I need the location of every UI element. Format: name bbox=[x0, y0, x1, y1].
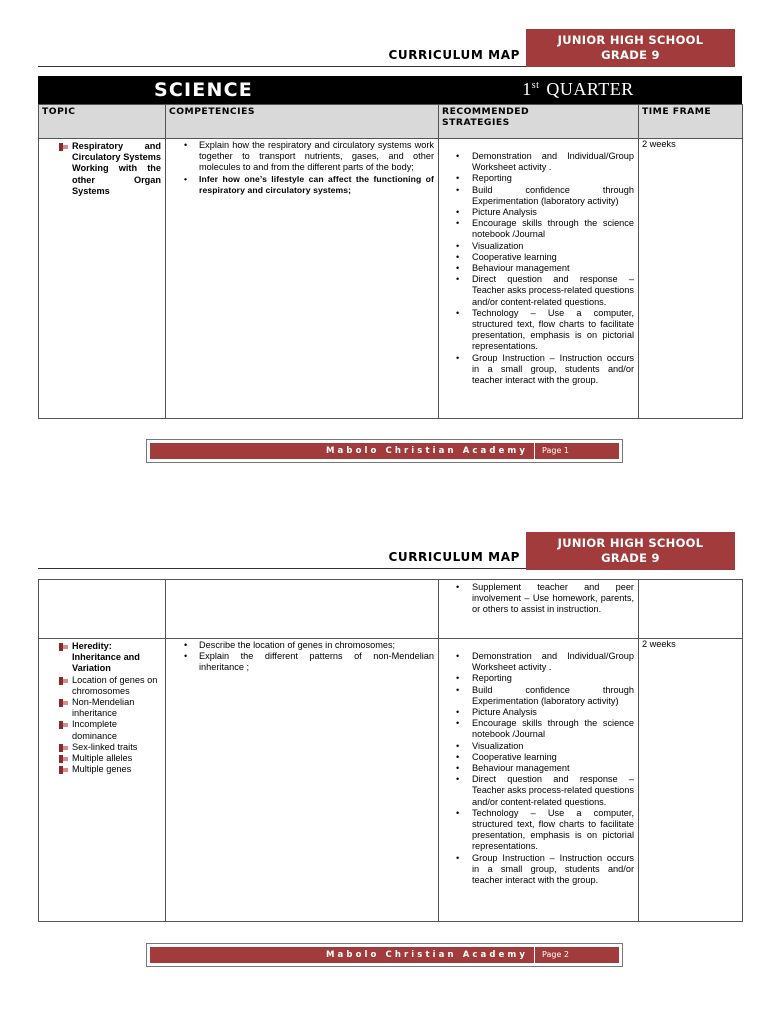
footer-bar bbox=[150, 443, 619, 459]
strategy-item bbox=[439, 853, 634, 887]
bullet-dot-icon: • bbox=[184, 640, 188, 650]
competency-item bbox=[166, 140, 434, 174]
strategy-text: Build confidence through Experimentation (laboratory activity) bbox=[472, 684, 634, 706]
bullet-dot-icon: • bbox=[456, 684, 460, 695]
column-header-strategies bbox=[439, 105, 639, 139]
topic-item bbox=[56, 141, 161, 197]
footer-school-name: Mabolo Christian Academy bbox=[325, 446, 528, 456]
footer-page-number: Page 1 bbox=[542, 446, 569, 455]
page-header-title: CURRICULUM MAP bbox=[388, 550, 520, 564]
bullet-dot-icon: • bbox=[456, 763, 460, 774]
strategy-item bbox=[439, 752, 634, 763]
competency-text: Explain how the respiratory and circulatory systems work together to transport nutrients, gases, and other molecules to and from the different parts of the body; bbox=[199, 140, 434, 173]
bullet-dot-icon: • bbox=[456, 852, 460, 863]
table-row bbox=[39, 139, 743, 419]
level-badge bbox=[526, 29, 735, 67]
strategy-text: Picture Analysis bbox=[472, 207, 537, 218]
subtopic-item bbox=[56, 742, 161, 753]
strategy-item bbox=[439, 673, 634, 684]
arrow-bullet-icon bbox=[59, 643, 67, 651]
competency-text: Infer how one’s lifestyle can affect the functioning of respiratory and circulatory systems; bbox=[199, 173, 434, 195]
strategy-text: Demonstration and Individual/Group Worksheet activity . bbox=[472, 651, 634, 673]
level-badge-line2: GRADE 9 bbox=[601, 551, 660, 565]
strategy-text: Encourage skills through the science notebook /Journal bbox=[472, 218, 634, 240]
bullet-dot-icon: • bbox=[456, 307, 460, 318]
strategy-item bbox=[439, 207, 634, 218]
strategy-text: Direct question and response – Teacher asks process-related questions and/or content-related questions. bbox=[472, 774, 634, 807]
strategy-item bbox=[439, 707, 634, 718]
bullet-dot-icon: • bbox=[184, 173, 188, 184]
strategy-item bbox=[439, 252, 634, 263]
strategy-item bbox=[439, 741, 634, 752]
arrow-bullet-icon bbox=[59, 143, 67, 151]
subject-title: SCIENCE bbox=[154, 79, 253, 101]
bullet-dot-icon: • bbox=[456, 173, 460, 184]
footer-divider bbox=[534, 947, 535, 963]
time-frame-cell: 2 weeks bbox=[639, 139, 743, 419]
strategy-item bbox=[439, 218, 634, 240]
bullet-dot-icon: • bbox=[184, 651, 188, 662]
bullet-dot-icon: • bbox=[456, 774, 460, 785]
bullet-dot-icon: • bbox=[456, 352, 460, 363]
subtopic-label: Multiple alleles bbox=[72, 753, 133, 764]
topic-cell-empty bbox=[39, 580, 166, 639]
strategy-text: Behaviour management bbox=[472, 263, 570, 274]
subtopic-item bbox=[56, 675, 161, 697]
quarter-word: QUARTER bbox=[546, 79, 634, 99]
page-header-title: CURRICULUM MAP bbox=[388, 48, 520, 62]
bullet-dot-icon: • bbox=[456, 673, 460, 684]
bullet-dot-icon: • bbox=[456, 751, 460, 762]
bullet-dot-icon: • bbox=[184, 140, 188, 150]
strategies-cell bbox=[439, 639, 639, 922]
bullet-dot-icon: • bbox=[456, 807, 460, 818]
strategy-item bbox=[439, 263, 634, 274]
subtopic-label: Sex-linked traits bbox=[72, 741, 138, 752]
level-badge-line1: JUNIOR HIGH SCHOOL bbox=[557, 33, 704, 47]
subtopic-label: Multiple genes bbox=[72, 764, 132, 775]
bullet-dot-icon: • bbox=[456, 184, 460, 195]
strategies-cell-continued bbox=[439, 580, 639, 639]
strategy-text: Cooperative learning bbox=[472, 251, 557, 262]
topic-item bbox=[56, 641, 161, 675]
subtopic-label: Location of genes on chromosomes bbox=[72, 674, 158, 696]
quarter-number: 1 bbox=[522, 79, 532, 99]
curriculum-table-page-2 bbox=[38, 579, 743, 922]
subtopic-item bbox=[56, 719, 161, 741]
column-header-row bbox=[39, 105, 743, 139]
competency-item bbox=[166, 640, 434, 651]
subtopic-label: Incomplete dominance bbox=[72, 719, 117, 741]
competency-text: Explain the different patterns of non-Mendelian inheritance ; bbox=[199, 651, 434, 673]
strategy-item bbox=[439, 353, 634, 387]
bullet-dot-icon: • bbox=[456, 274, 460, 285]
table-row bbox=[39, 639, 743, 922]
column-header-competencies: COMPETENCIES bbox=[166, 105, 439, 139]
strategy-item bbox=[439, 808, 634, 853]
arrow-bullet-icon bbox=[59, 699, 67, 707]
quarter-title bbox=[478, 79, 678, 100]
strategies-cell bbox=[439, 139, 639, 419]
strategies-header-line2: STRATEGIES bbox=[442, 117, 510, 129]
strategy-item bbox=[439, 651, 634, 673]
strategy-text: Group Instruction – Instruction occurs in a small group, students and/or teacher interact with the group. bbox=[472, 852, 634, 886]
bullet-dot-icon: • bbox=[456, 207, 460, 218]
strategy-item bbox=[439, 718, 634, 740]
strategy-text: Technology – Use a computer, structured text, flow charts to facilitate presentation, emphasis is on pictorial representations. bbox=[472, 807, 634, 852]
strategy-text: Reporting bbox=[472, 673, 512, 684]
strategy-item bbox=[439, 685, 634, 707]
bullet-dot-icon: • bbox=[456, 582, 460, 592]
strategy-text: Demonstration and Individual/Group Worksheet activity . bbox=[472, 151, 634, 173]
competencies-cell-empty bbox=[166, 580, 439, 639]
arrow-bullet-icon bbox=[59, 766, 67, 774]
strategy-text: Cooperative learning bbox=[472, 751, 557, 762]
arrow-bullet-icon bbox=[59, 677, 67, 685]
curriculum-table-page-1 bbox=[38, 104, 743, 419]
strategy-item bbox=[439, 274, 634, 308]
footer-bar bbox=[150, 947, 619, 963]
strategy-item bbox=[439, 763, 634, 774]
page-footer bbox=[146, 943, 623, 967]
level-badge-line2: GRADE 9 bbox=[601, 48, 660, 62]
competencies-cell bbox=[166, 639, 439, 922]
level-badge bbox=[526, 532, 735, 570]
arrow-bullet-icon bbox=[59, 744, 67, 752]
topic-label: Heredity: Inheritance and Variation bbox=[72, 641, 140, 674]
strategy-text: Technology – Use a computer, structured text, flow charts to facilitate presentation, emphasis is on pictorial representations. bbox=[472, 307, 634, 352]
subject-band bbox=[38, 76, 742, 104]
topic-cell bbox=[39, 139, 166, 419]
topic-label: Respiratory and Circulatory Systems Working with the other Organ Systems bbox=[72, 141, 161, 196]
column-header-time-frame: TIME FRAME bbox=[639, 105, 743, 139]
strategy-text: Encourage skills through the science notebook /Journal bbox=[472, 718, 634, 740]
strategy-text: Picture Analysis bbox=[472, 707, 537, 718]
table-row-continued bbox=[39, 580, 743, 639]
strategy-text: Visualization bbox=[472, 740, 524, 751]
subtopic-item bbox=[56, 697, 161, 719]
strategy-text: Behaviour management bbox=[472, 763, 570, 774]
strategy-text: Group Instruction – Instruction occurs in a small group, students and/or teacher interact with the group. bbox=[472, 352, 634, 386]
document-page-2 bbox=[0, 504, 768, 1024]
bullet-dot-icon: • bbox=[456, 740, 460, 751]
competency-text: Describe the location of genes in chromosomes; bbox=[199, 640, 396, 650]
strategy-text: Build confidence through Experimentation (laboratory activity) bbox=[472, 184, 634, 206]
topic-cell bbox=[39, 639, 166, 922]
strategies-header-line1: RECOMMENDED bbox=[442, 106, 530, 117]
strategy-text: Reporting bbox=[472, 173, 512, 184]
level-badge-line1: JUNIOR HIGH SCHOOL bbox=[557, 536, 704, 550]
strategy-item bbox=[439, 151, 634, 173]
footer-page-number: Page 2 bbox=[542, 950, 569, 959]
strategy-item bbox=[439, 774, 634, 808]
bullet-dot-icon: • bbox=[456, 707, 460, 718]
time-frame-cell-empty bbox=[639, 580, 743, 639]
strategy-item bbox=[439, 185, 634, 207]
strategy-text: Supplement teacher and peer involvement – Use homework, parents, or others to assist in instruction. bbox=[472, 582, 634, 615]
bullet-dot-icon: • bbox=[456, 263, 460, 274]
quarter-ordinal: st bbox=[531, 80, 540, 91]
strategy-item bbox=[439, 582, 634, 616]
time-frame-cell: 2 weeks bbox=[639, 639, 743, 922]
competencies-cell bbox=[166, 139, 439, 419]
strategy-text: Visualization bbox=[472, 240, 524, 251]
footer-school-name: Mabolo Christian Academy bbox=[325, 950, 528, 960]
competency-item bbox=[166, 651, 434, 673]
competency-item bbox=[166, 174, 434, 196]
document-page-1 bbox=[0, 0, 768, 504]
subtopic-item bbox=[56, 764, 161, 775]
header-rule bbox=[38, 568, 527, 569]
footer-divider bbox=[534, 443, 535, 459]
strategy-item bbox=[439, 308, 634, 353]
bullet-dot-icon: • bbox=[456, 651, 460, 661]
strategy-item bbox=[439, 241, 634, 252]
strategy-item bbox=[439, 173, 634, 184]
bullet-dot-icon: • bbox=[456, 218, 460, 229]
bullet-dot-icon: • bbox=[456, 240, 460, 251]
header-rule bbox=[38, 66, 527, 67]
subtopic-item bbox=[56, 753, 161, 764]
arrow-bullet-icon bbox=[59, 721, 67, 729]
arrow-bullet-icon bbox=[59, 755, 67, 763]
bullet-dot-icon: • bbox=[456, 718, 460, 729]
column-header-topic: TOPIC bbox=[39, 105, 166, 139]
strategy-text: Direct question and response – Teacher asks process-related questions and/or content-related questions. bbox=[472, 274, 634, 307]
page-footer bbox=[146, 439, 623, 463]
bullet-dot-icon: • bbox=[456, 151, 460, 161]
bullet-dot-icon: • bbox=[456, 251, 460, 262]
subtopic-label: Non-Mendelian inheritance bbox=[72, 697, 135, 719]
